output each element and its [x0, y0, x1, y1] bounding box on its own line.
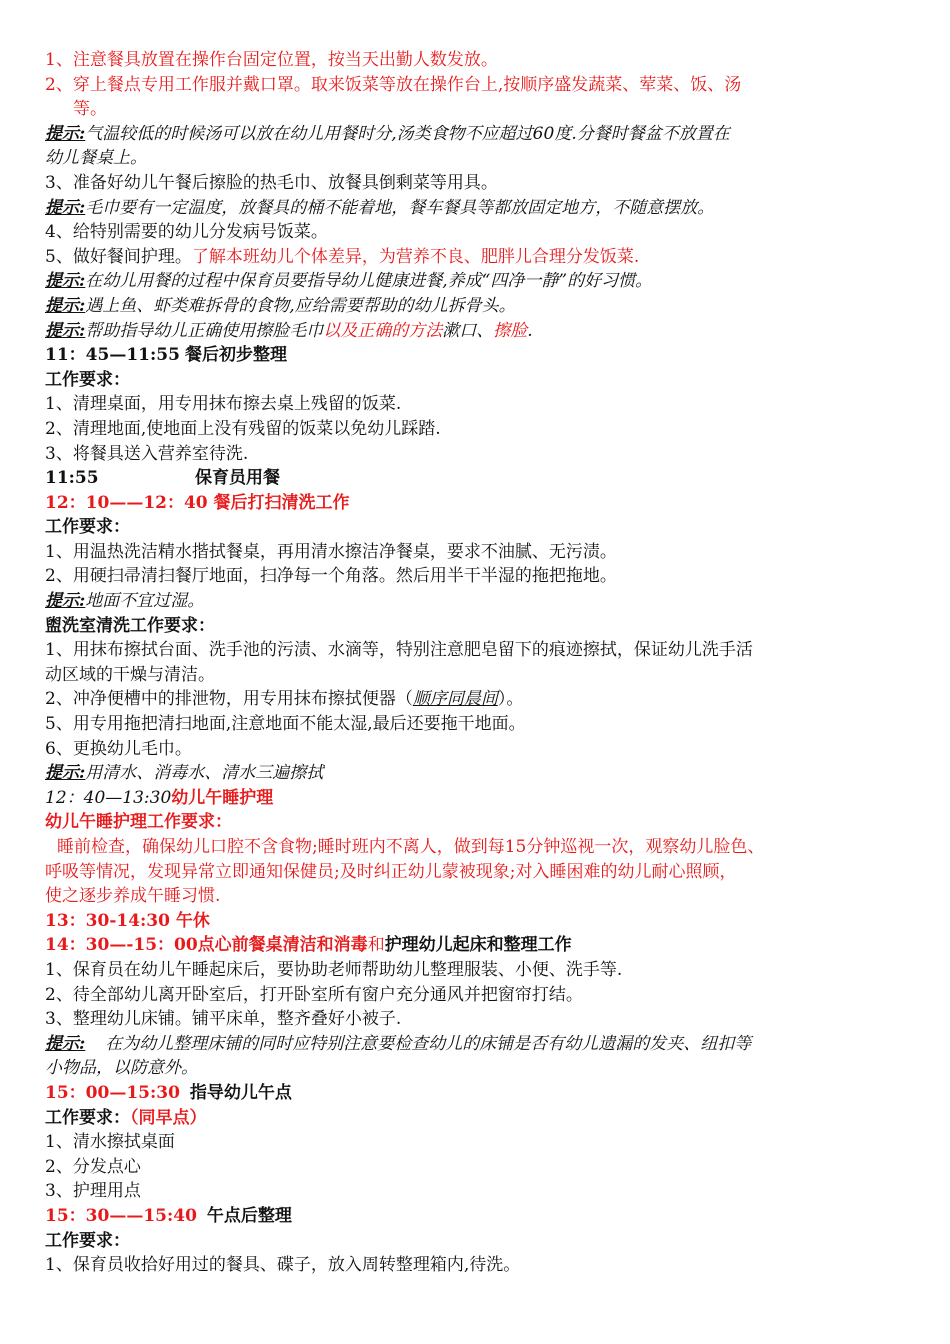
list-item: 6、更换幼儿毛巾。 [45, 738, 192, 759]
section-title: 保育员用餐 [195, 468, 280, 489]
step-5 [45, 245, 885, 270]
tip-face [45, 319, 885, 344]
nap-requirements-label: 幼儿午睡护理工作要求： [45, 812, 232, 833]
list-item: 5、用专用拖把清扫地面,注意地面不能太湿,最后还要拖干地面。 [45, 714, 526, 735]
work-requirements-label: 工作要求： [45, 517, 130, 538]
section-time: 15：00—15:30 [45, 1082, 180, 1103]
section-heading [45, 786, 885, 811]
tip-soup [45, 122, 885, 147]
tip-label: 提示: [45, 197, 86, 218]
tip-text: 在幼儿用餐的过程中保育员要指导幼儿健康进餐,养成“四净一静”的好习惯。 [85, 271, 653, 292]
requirements-text: 工作要求： [45, 1107, 130, 1128]
tip-label: 提示: [45, 320, 86, 341]
tip-text: 地面不宜过湿。 [85, 591, 205, 612]
tip-label: 提示: [45, 295, 86, 316]
tip-label: 提示: [45, 591, 86, 612]
list-item: 2、分发点心 [45, 1156, 141, 1177]
section-time: 12：40—13:30 [45, 787, 172, 808]
document-page [45, 48, 885, 1278]
tip-wipe [45, 761, 885, 786]
work-requirements-label: 工作要求： [45, 369, 130, 390]
step-4: 4、给特别需要的幼儿分发病号饭菜。 [45, 222, 328, 243]
tip-fish [45, 294, 885, 319]
step-5-text: 5、做好餐间护理。 [45, 246, 192, 267]
tip-label: 提示: [45, 271, 86, 292]
tip-highlight: 擦脸 [493, 320, 528, 341]
list-item: 3、护理用点 [45, 1181, 141, 1202]
tip-bed-cont: 小物品，以防意外。 [45, 1058, 198, 1079]
list-item: 1、用抹布擦拭台面、洗手池的污渍、水滴等，特别注意肥皂留下的痕迹擦拭，保证幼儿洗手活 [45, 640, 753, 661]
tip-text: 毛巾要有一定温度，放餐具的桶不能着地，餐车餐具等都放固定地方，不随意摆放。 [85, 197, 715, 218]
list-item: 3、将餐具送入营养室待洗. [45, 443, 249, 464]
list-item: 1、用温热洗洁精水揩拭餐桌，再用清水擦洁净餐桌，要求不油腻、无污渍。 [45, 541, 617, 562]
list-item: 1、清理桌面，用专用抹布擦去桌上残留的饭菜. [45, 394, 402, 415]
list-item: 3、整理幼儿床铺。铺平床单，整齐叠好小被子. [45, 1009, 402, 1030]
washroom-requirements-label: 盥洗室清洗工作要求： [45, 615, 215, 636]
tip-soup-cont: 幼儿餐桌上。 [45, 148, 147, 169]
section-heading [45, 1204, 885, 1229]
list-item: 1、保育员收拾好用过的餐具、碟子，放入周转整理箱内,待洗。 [45, 1255, 521, 1276]
list-item: 2、清理地面,使地面上没有残留的饭菜以免幼儿踩踏. [45, 418, 441, 439]
tip-text: 用清水、消毒水、清水三遍擦拭 [85, 763, 324, 784]
tip-text: 漱口、 [442, 320, 494, 341]
tip-towel [45, 196, 885, 221]
tip-eating [45, 269, 885, 294]
section-title: 14：30—-15：00点心前餐桌清洁和消毒 [45, 935, 368, 956]
list-item [45, 687, 885, 712]
work-requirements-label: 工作要求： [45, 1230, 130, 1251]
list-item-text: ）。 [497, 689, 524, 710]
step-3: 3、准备好幼儿午餐后擦脸的热毛巾、放餐具倒剩菜等用具。 [45, 172, 498, 193]
list-item: 1、保育员在幼儿午睡起床后，要协助老师帮助幼儿整理服装、小便、洗手等. [45, 959, 623, 980]
list-item: 2、用硬扫帚清扫餐厅地面，扫净每一个角落。然后用半干半湿的拖把拖地。 [45, 566, 617, 587]
tip-text: . [527, 320, 533, 341]
section-heading [45, 343, 885, 368]
section-heading: 13：30-14:30 午休 [45, 910, 210, 931]
list-item-text: 2、冲净便槽中的排泄物，用专用抹布擦拭便器（ [45, 689, 413, 710]
section-title: 幼儿午睡护理 [171, 787, 274, 808]
section-title: 指导幼儿午点 [189, 1082, 292, 1103]
step-5-highlight: 了解本班幼儿个体差异，为营养不良、肥胖儿合理分发饭菜. [191, 246, 640, 267]
section-title: 护理幼儿起床和整理工作 [384, 935, 572, 956]
work-requirements-label [45, 1106, 885, 1131]
tip-label: 提示: [45, 123, 86, 144]
requirements-note: （同早点） [130, 1107, 207, 1128]
section-time: 15：30——15:40 [45, 1205, 197, 1226]
section-heading: 12：10——12：40 餐后打扫清洗工作 [45, 492, 350, 513]
section-heading [45, 1081, 885, 1106]
tip-text: 在为幼儿整理床铺的同时应特别注意要检查幼儿的床铺是否有幼儿遗漏的发夹、纽扣等 [105, 1033, 752, 1054]
tip-floor [45, 589, 885, 614]
tip-bed [45, 1032, 885, 1057]
section-title: 午点后整理 [206, 1205, 292, 1226]
tip-text: 帮助指导幼儿正确使用擦脸毛巾 [85, 320, 324, 341]
list-item-note: 顺序同晨间 [412, 689, 498, 710]
tip-label: 提示: [45, 763, 86, 784]
section-title: 餐后初步整理 [185, 345, 287, 366]
nap-paragraph-cont: 呼吸等情况，发现异常立即通知保健员;及时纠正幼儿蒙被现象;对入睡困难的幼儿耐心照顾， [45, 861, 737, 882]
section-heading [45, 933, 885, 958]
step-2-cont: 等。 [73, 99, 107, 120]
nap-paragraph-cont: 使之逐步养成午睡习惯. [45, 886, 221, 907]
section-time: 11:55 [45, 468, 99, 489]
section-heading [45, 466, 885, 491]
list-item-cont: 动区域的干燥与清洁。 [45, 664, 215, 685]
section-time: 11：45—11:55 [45, 345, 180, 366]
tip-text: 气温较低的时候汤可以放在幼儿用餐时分,汤类食物不应超过60度.分餐时餐盆不放置在 [85, 123, 730, 144]
tip-label: 提示: [45, 1033, 86, 1054]
step-1: 1、注意餐具放置在操作台固定位置，按当天出勤人数发放。 [45, 50, 498, 70]
tip-text: 遇上鱼、虾类难拆骨的食物,应给需要帮助的幼儿拆骨头。 [85, 295, 516, 316]
section-title-conj: 和 [367, 935, 385, 956]
list-item: 1、清水擦拭桌面 [45, 1132, 175, 1153]
list-item: 2、待全部幼儿离开卧室后，打开卧室所有窗户充分通风并把窗帘打结。 [45, 984, 583, 1005]
step-2: 2、穿上餐点专用工作服并戴口罩。取来饭菜等放在操作台上,按顺序盛发蔬菜、荤菜、饭、汤 [45, 74, 742, 95]
nap-paragraph: 睡前检查，确保幼儿口腔不含食物;睡时班内不离人，做到每15分钟巡视一次，观察幼儿脸色、 [57, 837, 765, 857]
tip-highlight: 以及正确的方法 [323, 320, 443, 341]
